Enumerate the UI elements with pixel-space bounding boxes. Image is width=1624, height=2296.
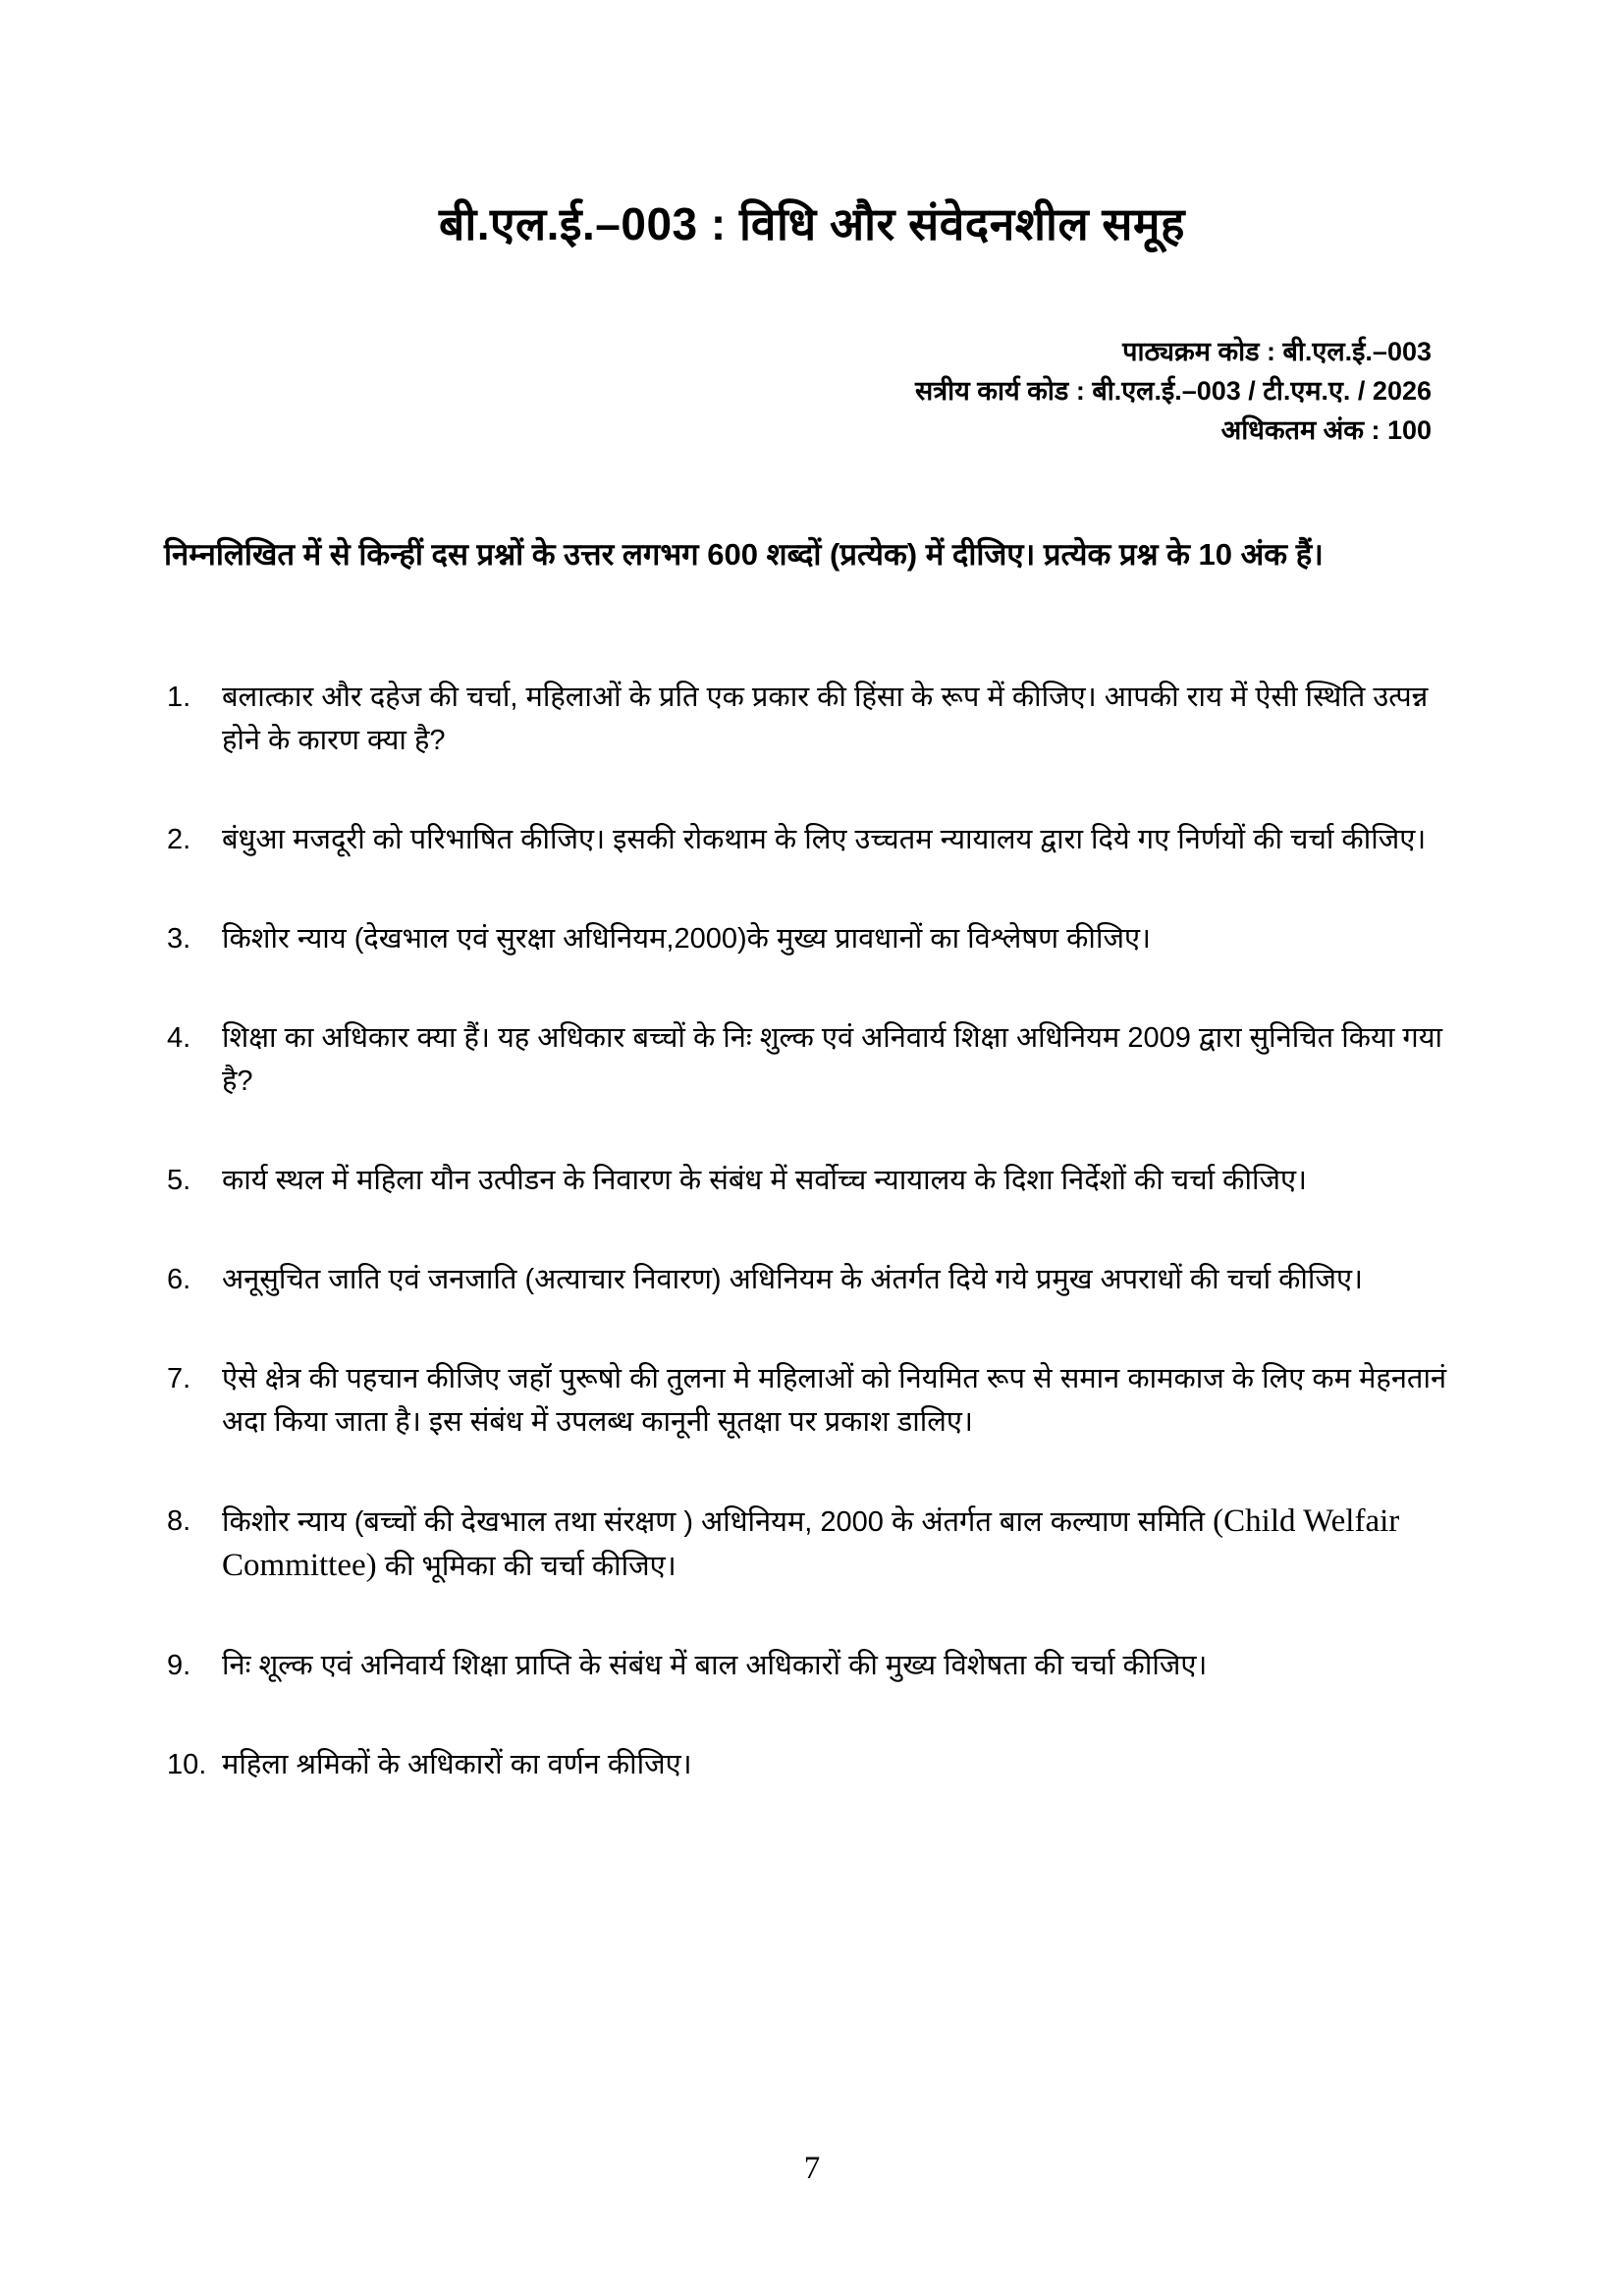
assignment-code-line: सत्रीय कार्य कोड : बी.एल.ई.–003 / टी.एम.ए. / 2026 (914, 376, 1432, 406)
question-number: 9. (167, 1650, 191, 1681)
question-item-8 (167, 1500, 1463, 1588)
question-text: महिला श्रमिकों के अधिकारों का वर्णन कीजिए। (222, 1749, 692, 1780)
question-item-7 (167, 1357, 1463, 1444)
question-number: 6. (167, 1264, 191, 1295)
question-text: बलात्कार और दहेज की चर्चा, महिलाओं के प्रति एक प्रकार की हिंसा के रूप में कीजिए। आपकी राय में ऐसी स्थिति उत्पन्न होने के कारण क्या है? (222, 682, 1429, 756)
question-text: बंधुआ मजदूरी को परिभाषित कीजिए। इसकी रोकथाम के लिए उच्चतम न्यायालय द्वारा दिये गए निर्णयों की चर्चा कीजिए। (222, 824, 1427, 855)
question-item-4 (167, 1016, 1463, 1103)
question-number: 5. (167, 1165, 191, 1196)
question-number: 4. (167, 1022, 191, 1054)
question-item-5 (167, 1159, 1463, 1202)
question-text: अनूसुचित जाति एवं जनजाति (अत्याचार निवारण) अधिनियम के अंतर्गत दिये गये प्रमुख अपराधों की चर्चा कीजिए। (222, 1264, 1363, 1295)
page-title: बी.एल.ई.–003 : विधि और संवेदनशील समूह (439, 198, 1185, 249)
question-text: कार्य स्थल में महिला यौन उत्पीडन के निवारण के संबंध में सर्वोच्च न्यायालय के दिशा निर्देशों की चर्चा कीजिए। (222, 1165, 1308, 1196)
question-number: 8. (167, 1505, 191, 1537)
question-text: निः शूल्क एवं अनिवार्य शिक्षा प्राप्ति के संबंध में बाल अधिकारों की मुख्य विशेषता की चर्चा कीजिए। (222, 1650, 1208, 1681)
question-number: 7. (167, 1363, 191, 1394)
question-number: 1. (167, 682, 191, 713)
question-number: 10. (167, 1749, 207, 1780)
question-text: किशोर न्याय (देखभाल एवं सुरक्षा अधिनियम,2000)के मुख्य प्रावधानों का विश्लेषण कीजिए। (222, 923, 1152, 955)
question-item-2 (167, 818, 1463, 861)
question-number: 3. (167, 923, 191, 955)
max-marks-line: अधिकतम अंक : 100 (1220, 415, 1432, 445)
instructions-paragraph: निम्नलिखित में से किन्हीं दस प्रश्नों के उत्तर लगभग 600 शब्दों (प्रत्येक) में दीजिए। प्रत्येक प्रश्न के 10 अंक हैं। (164, 537, 1324, 572)
question-item-1 (167, 676, 1463, 762)
question-text: शिक्षा का अधिकार क्या हैं। यह अधिकार बच्चों के निः शुल्क एवं अनिवार्य शिक्षा अधिनियम 2009 द्वारा सुनिचित किया गया है? (222, 1022, 1443, 1097)
question-list (167, 676, 1463, 1842)
question-item-3 (167, 917, 1463, 960)
question-item-9 (167, 1644, 1463, 1687)
question-text (222, 1500, 1463, 1588)
question-item-6 (167, 1258, 1463, 1301)
question-item-10 (167, 1743, 1463, 1786)
header-info (915, 332, 1432, 450)
question-text: ऐसे क्षेत्र की पहचान कीजिए जहॉ पुरूषो की तुलना मे महिलाओं को नियमित रूप से समान कामकाज के लिए कम मेहनतानं अदा किया जाता है। इस संबंध में उपलब्ध कानूनी सूतक्षा पर प्रकाश डालिए। (222, 1363, 1447, 1438)
question-number: 2. (167, 824, 191, 855)
question-text-english: (Child Welfair Committee) (222, 1503, 1400, 1583)
page-number: 7 (803, 2151, 821, 2186)
course-code-line: पाठ्यक्रम कोड : बी.एल.ई.–003 (1122, 337, 1432, 366)
question-text-hindi-before: किशोर न्याय (बच्चों की देखभाल तथा संरक्षण ) अधिनियम, 2000 के अंतर्गत बाल कल्याण समिति (222, 1506, 1214, 1538)
question-text-hindi-after: की भूमिका की चर्चा कीजिए। (376, 1551, 677, 1582)
